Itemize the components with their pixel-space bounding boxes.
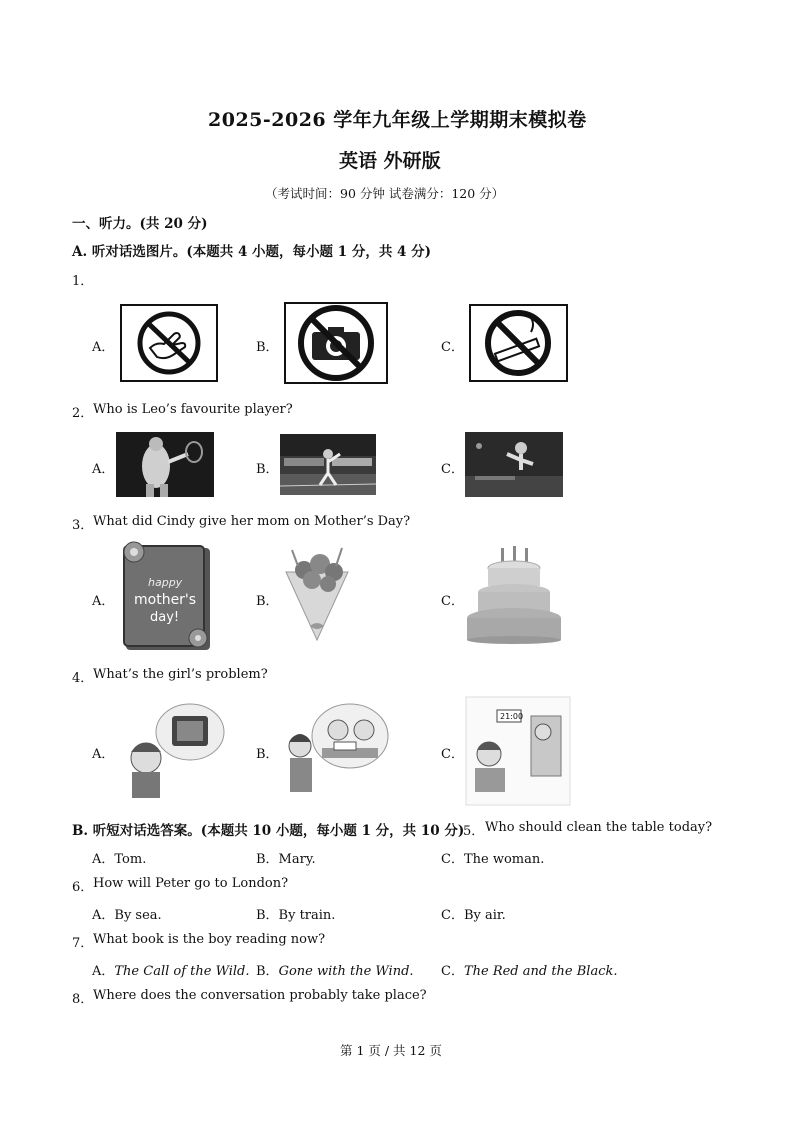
answer-option <box>441 960 618 979</box>
question-number: 2． <box>72 406 94 421</box>
page-title: 2025-2026 学年九年级上学期期末模拟卷 <box>208 109 587 131</box>
answer-option: B．By train. <box>256 908 336 923</box>
option-label: C． <box>441 462 464 477</box>
question-number: 7． <box>72 936 94 951</box>
question-number: 3． <box>72 518 94 533</box>
answer-option: B．Mary. <box>256 852 316 867</box>
mothers-day-card-picture <box>118 538 214 654</box>
option-label: A． <box>92 594 115 609</box>
question-text: What did Cindy give her mom on Mother’s Day? <box>93 514 411 529</box>
page-number: 第 1 页 / 共 12 页 <box>340 1043 442 1058</box>
book-title: The Red and the Black. <box>463 964 618 979</box>
option-label: A． <box>92 747 115 762</box>
section-heading: 一、听力。(共 20 分) <box>72 216 208 232</box>
badminton-player-photo <box>280 434 376 495</box>
clock-time: 21:00 <box>500 712 524 721</box>
tennis-player-photo <box>116 432 214 497</box>
no-smoking-icon <box>469 304 568 382</box>
answer-option <box>92 960 250 979</box>
option-label: C． <box>441 340 464 355</box>
question-number: 6． <box>72 880 94 895</box>
option-label: C． <box>441 594 464 609</box>
option-label: B． <box>256 747 279 762</box>
question-number: 5． <box>463 824 485 839</box>
option-label: A． <box>92 964 115 979</box>
question-text: Where does the conversation probably take place? <box>93 988 427 1003</box>
part-a-heading: A. 听对话选图片。(本题共 4 小题，每小题 1 分，共 4 分) <box>72 244 432 260</box>
card-text: day! <box>150 610 180 625</box>
option-label: C． <box>441 964 464 979</box>
table-tennis-player-photo <box>465 432 563 497</box>
option-label: B． <box>256 964 279 979</box>
question-text: How will Peter go to London? <box>93 876 289 891</box>
students-studying-picture <box>284 702 390 798</box>
answer-option: C．By air. <box>441 908 506 923</box>
option-label: A． <box>92 462 115 477</box>
question-number: 8． <box>72 992 94 1007</box>
option-label: B． <box>256 594 279 609</box>
book-title: The Call of the Wild. <box>114 964 250 979</box>
option-label: A． <box>92 340 115 355</box>
question-text: What book is the boy reading now? <box>93 932 326 947</box>
no-touching-icon <box>120 304 218 382</box>
answer-option: A．Tom. <box>92 852 147 867</box>
no-camera-icon <box>284 302 388 384</box>
flower-bouquet-picture <box>282 542 352 642</box>
boy-noise-picture <box>120 702 226 798</box>
exam-info: （考试时间：90 分钟 试卷满分：120 分） <box>265 186 505 201</box>
question-text: What’s the girl’s problem? <box>93 667 268 682</box>
question-text: Who should clean the table today? <box>485 820 713 835</box>
birthday-cake-picture <box>465 546 563 644</box>
part-b-heading: B. 听短对话选答案。(本题共 10 小题，每小题 1 分，共 10 分) <box>72 823 465 839</box>
book-title: Gone with the Wind. <box>278 964 414 979</box>
option-label: C． <box>441 747 464 762</box>
option-label: B． <box>256 462 279 477</box>
answer-option <box>256 960 414 979</box>
question-number: 4． <box>72 671 94 686</box>
question-text: Who is Leo’s favourite player? <box>93 402 293 417</box>
question-number: 1． <box>72 274 94 289</box>
answer-option: A．By sea. <box>92 908 162 923</box>
answer-option: C．The woman. <box>441 852 545 867</box>
girl-late-night-picture <box>465 696 571 806</box>
page-subtitle: 英语 外研版 <box>339 150 441 172</box>
card-text: happy <box>148 576 183 589</box>
card-text: mother's <box>134 592 197 608</box>
option-label: B． <box>256 340 279 355</box>
